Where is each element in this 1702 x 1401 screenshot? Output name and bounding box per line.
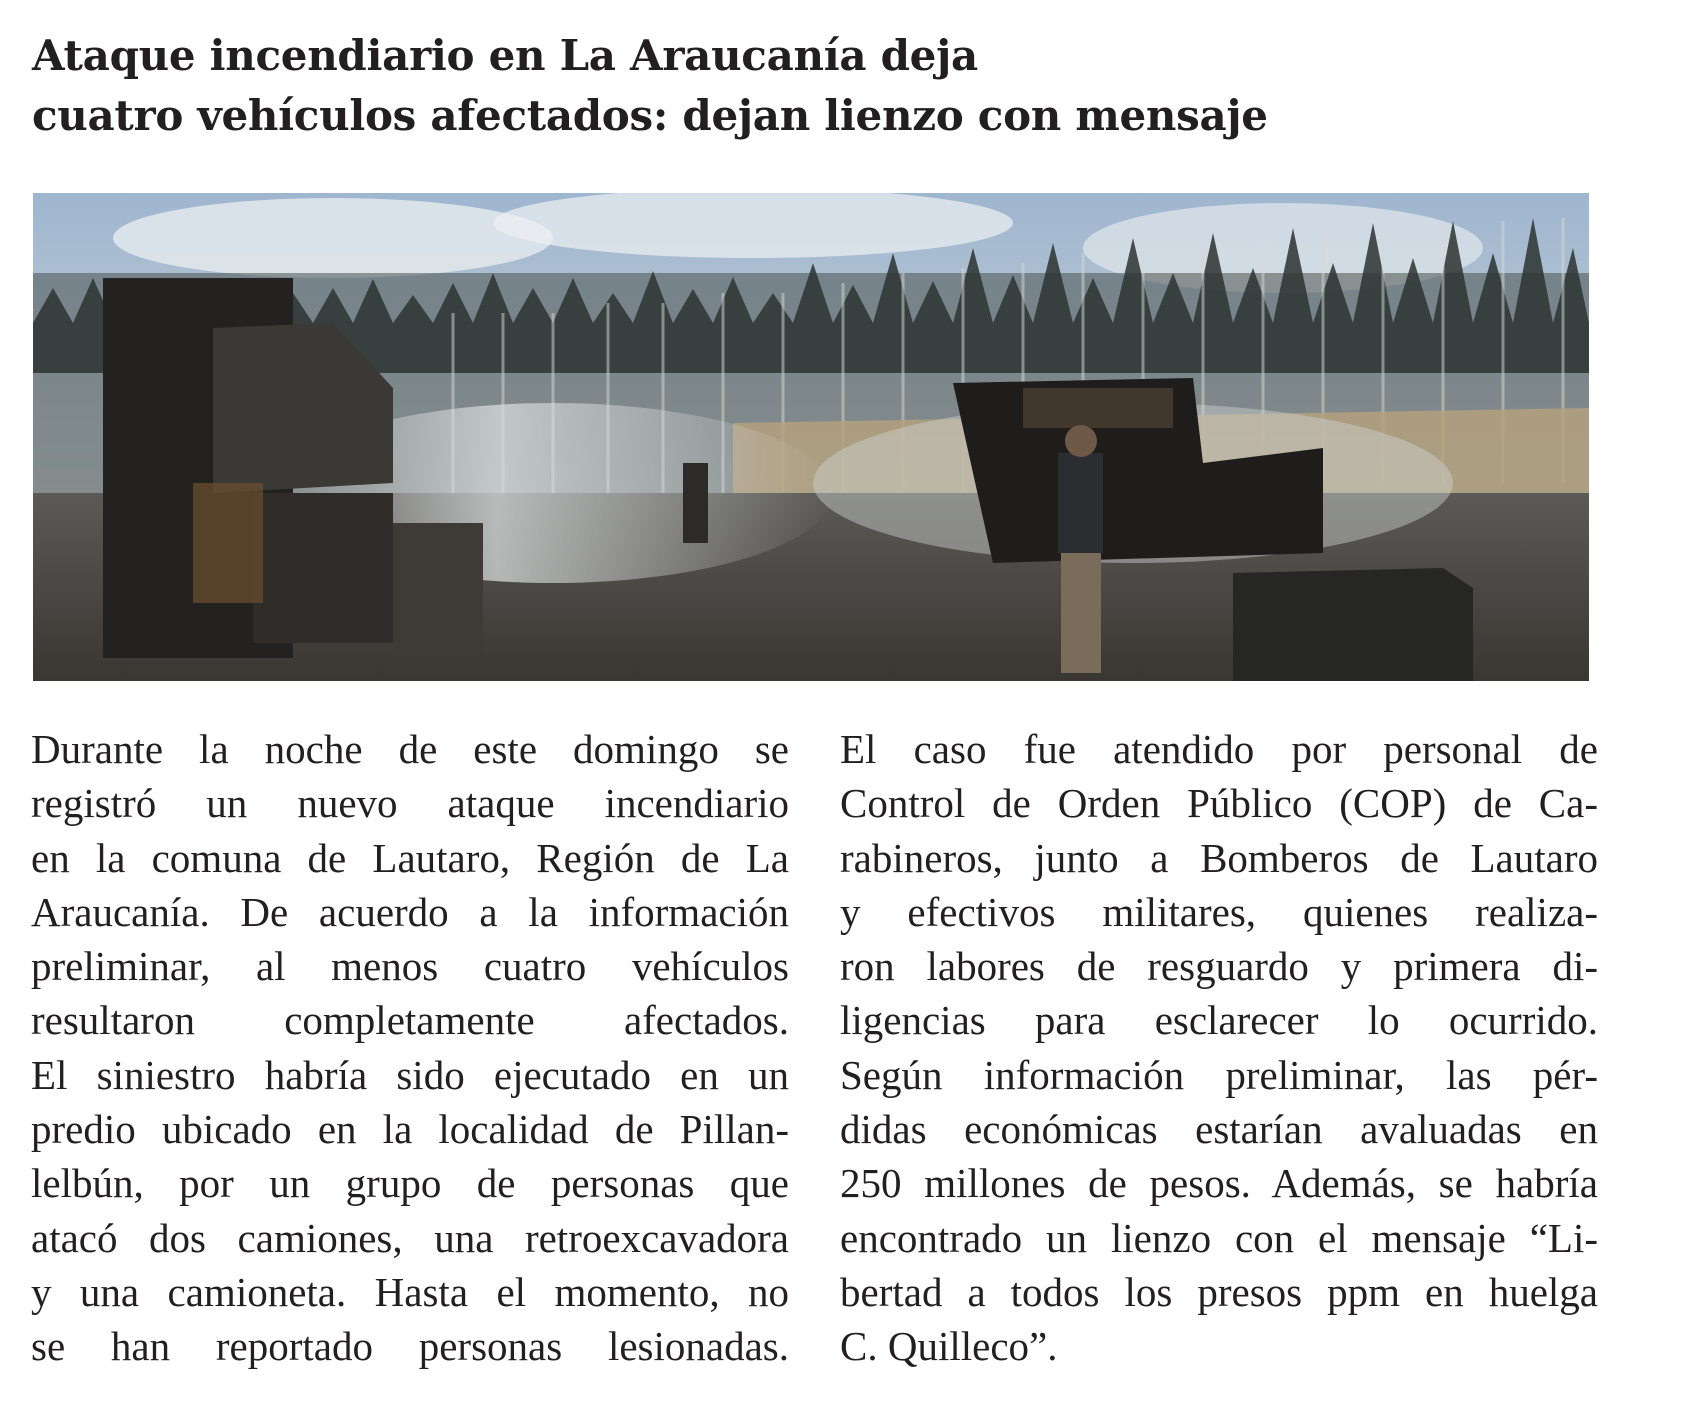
article-photo: [33, 193, 1589, 681]
body-line: y efectivos militares, quienes realiza-: [840, 888, 1598, 935]
body-line: se han reportado personas lesionadas.: [31, 1323, 789, 1370]
body-column-right: [840, 722, 1598, 1374]
body-line: didas económicas estarían avaluadas en: [840, 1106, 1598, 1153]
body-line: 250 millones de pesos. Además, se habría: [840, 1160, 1598, 1207]
body-line: Control de Orden Público (COP) de Ca-: [840, 780, 1598, 827]
body-line: Durante la noche de este domingo se: [31, 726, 789, 772]
body-line: atacó dos camiones, una retroexcavadora: [31, 1214, 789, 1261]
body-line: lelbún, por un grupo de personas que: [31, 1160, 789, 1207]
body-line: El siniestro habría sido ejecutado en un: [31, 1051, 789, 1098]
body-line: resultaron completamente afectados.: [31, 997, 789, 1044]
body-line: en la comuna de Lautaro, Región de La: [31, 834, 789, 881]
body-line: ron labores de resguardo y primera di-: [840, 943, 1598, 990]
body-line: C. Quilleco”.: [840, 1323, 1058, 1370]
body-line: predio ubicado en la localidad de Pillan-: [31, 1106, 789, 1153]
body-line: registró un nuevo ataque incendiario: [31, 780, 789, 827]
body-line: El caso fue atendido por personal de: [840, 726, 1598, 772]
article-headline: [32, 26, 1592, 146]
body-line: y una camioneta. Hasta el momento, no: [31, 1268, 789, 1315]
photo-burned-vehicles-forest: [33, 193, 1589, 681]
body-line: ligencias para esclarecer lo ocurrido.: [840, 997, 1598, 1044]
body-line: Araucanía. De acuerdo a la información: [31, 888, 789, 935]
body-line: encontrado un lienzo con el mensaje “Li-: [840, 1214, 1598, 1261]
headline-line-2: cuatro vehículos afectados: dejan lienzo con mensaje: [32, 91, 1268, 140]
body-column-left: [31, 722, 789, 1374]
body-line: preliminar, al menos cuatro vehículos: [31, 943, 789, 990]
body-line: bertad a todos los presos ppm en huelga: [840, 1268, 1598, 1315]
body-line: rabineros, junto a Bomberos de Lautaro: [840, 834, 1598, 881]
headline-line-1: Ataque incendiario en La Araucanía deja: [32, 31, 978, 80]
body-line: Según información preliminar, las pér-: [840, 1051, 1598, 1098]
